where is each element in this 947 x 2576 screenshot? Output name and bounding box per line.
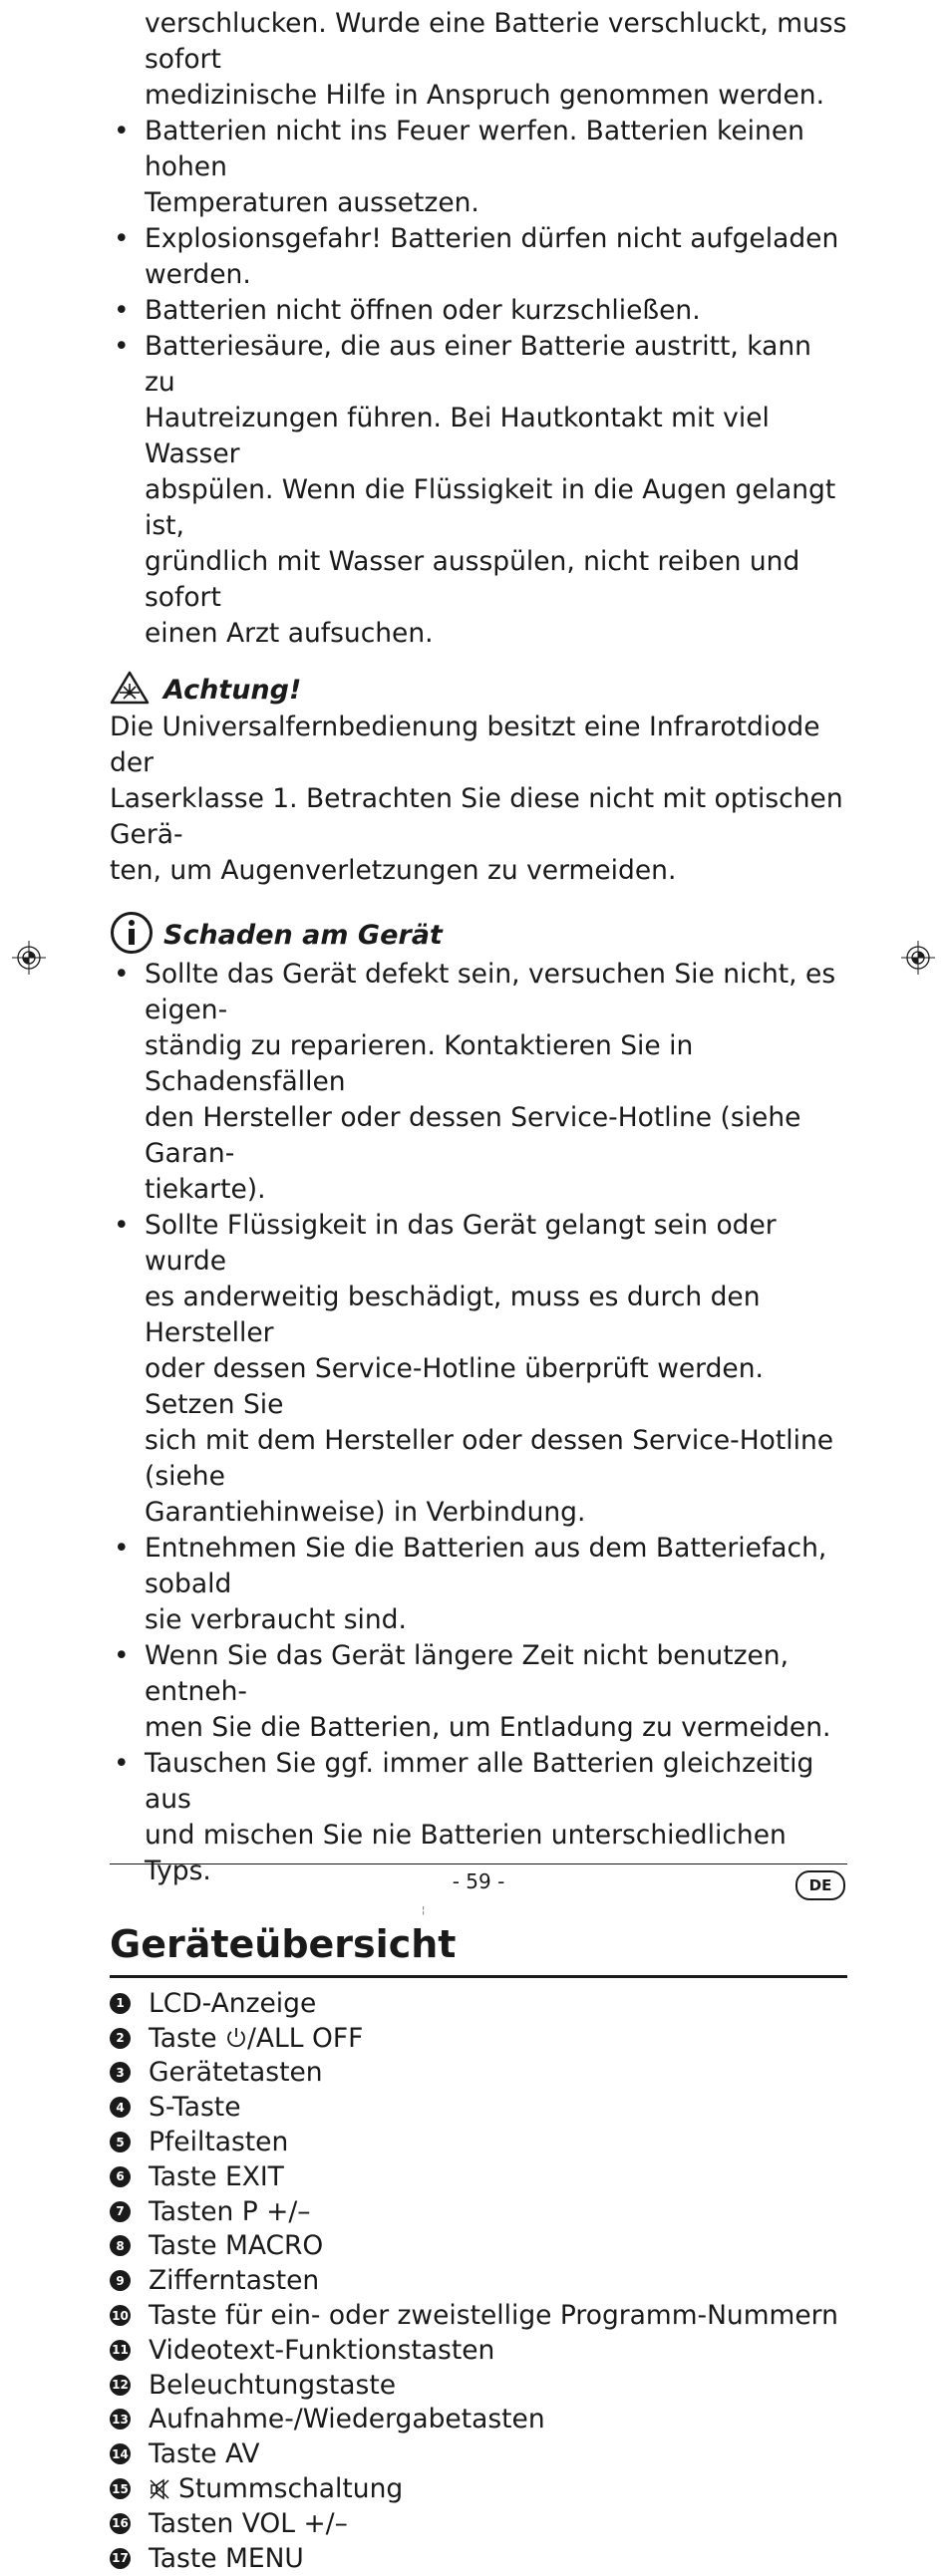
attention-heading bbox=[110, 670, 847, 710]
list-item: 13 Aufnahme-/Wiedergabetasten bbox=[110, 2403, 847, 2437]
list-item: 14 Taste AV bbox=[110, 2436, 847, 2471]
registration-mark-icon bbox=[901, 941, 935, 975]
list-item: 15 Stummschaltung bbox=[110, 2471, 847, 2506]
list-item: • Batterien nicht ins Feuer werfen. Batterien keinen hohen Temperaturen aussetzen. bbox=[114, 116, 804, 218]
attention-title: Achtung! bbox=[163, 674, 302, 706]
section-title: Geräteübersicht bbox=[110, 1919, 847, 1978]
list-item: 5 Pfeiltasten bbox=[110, 2125, 847, 2159]
top-text bbox=[110, 0, 847, 114]
page-number: - 59 - bbox=[452, 1869, 505, 1893]
info-icon bbox=[110, 911, 154, 959]
list-item: • Explosionsgefahr! Batterien dürfen nicht aufgeladen werden. bbox=[114, 223, 839, 290]
list-item: • Batterien nicht öffnen oder kurzschließen. bbox=[114, 295, 701, 326]
crop-mark: ¦ bbox=[422, 1905, 426, 1916]
list-item: • Sollte das Gerät defekt sein, versuchen Sie nicht, es eigen- ständig zu reparieren. Kontaktieren Sie in Schadensfällen den Hersteller oder dessen Service-Hotline (siehe Garan- tiekarte). bbox=[114, 959, 836, 1205]
laser-warning-icon bbox=[110, 671, 150, 709]
list-item: • Entnehmen Sie die Batterien aus dem Batteriefach, sobald sie verbraucht sind. bbox=[114, 1533, 827, 1635]
damage-list bbox=[110, 957, 847, 1889]
list-item: 6 Taste EXIT bbox=[110, 2159, 847, 2194]
list-item: 4 S-Taste bbox=[110, 2090, 847, 2125]
list-item: 12 Beleuchtungstaste bbox=[110, 2368, 847, 2403]
attention-text bbox=[110, 710, 847, 889]
text-line: medizinische Hilfe in Anspruch genommen werden. bbox=[145, 80, 824, 111]
list-item: 10 Taste für ein- oder zweistellige Programm-Nummern bbox=[110, 2298, 847, 2333]
list-item: • Tauschen Sie ggf. immer alle Batterien gleichzeitig aus und mischen Sie nie Batterien unterschiedlichen Typs. bbox=[114, 1748, 814, 1886]
list-item: • Sollte Flüssigkeit in das Gerät gelangt sein oder wurde es anderweitig beschädigt, muss es durch den Hersteller oder dessen Service-Hotline überprüft werden. Setzen Sie sich mit dem Hersteller oder dessen Service-Hotline (siehe Garantiehinweise) in Verbindung. bbox=[114, 1210, 834, 1528]
list-item: 17 Taste MENU bbox=[110, 2541, 847, 2576]
list-item: 8 Taste MACRO bbox=[110, 2229, 847, 2264]
list-item: 1 LCD-Anzeige bbox=[110, 1986, 847, 2021]
footer-divider bbox=[110, 1863, 847, 1864]
mute-icon bbox=[149, 2478, 170, 2500]
parts-list bbox=[110, 1986, 847, 2576]
list-item: • Wenn Sie das Gerät längere Zeit nicht benutzen, entneh- men Sie die Batterien, um Entladung zu vermeiden. bbox=[114, 1640, 831, 1743]
battery-safety-list bbox=[110, 114, 847, 652]
power-icon bbox=[225, 2026, 247, 2050]
list-item: 16 Tasten VOL +/– bbox=[110, 2506, 847, 2541]
list-item: 9 Zifferntasten bbox=[110, 2263, 847, 2298]
list-item: • Batteriesäure, die aus einer Batterie austritt, kann zu Hautreizungen führen. Bei Hautkontakt mit viel Wasser abspülen. Wenn die Flüssigkeit in die Augen gelangt ist, gründlich mit Wasser ausspülen, nicht reiben und sofort einen Arzt aufsuchen. bbox=[114, 331, 836, 649]
list-item: 2 Taste /ALL OFF bbox=[110, 2021, 847, 2056]
text-line: Die Universalfernbedienung besitzt eine Infrarotdiode der bbox=[110, 712, 820, 778]
language-badge: DE bbox=[795, 1870, 845, 1900]
damage-heading bbox=[110, 913, 847, 957]
text-line: verschlucken. Wurde eine Batterie verschluckt, muss sofort bbox=[145, 8, 847, 75]
document-page bbox=[110, 0, 847, 2576]
list-item: 3 Gerätetasten bbox=[110, 2056, 847, 2091]
text-line: Laserklasse 1. Betrachten Sie diese nicht mit optischen Gerä- bbox=[110, 783, 843, 850]
registration-mark-icon bbox=[12, 941, 46, 975]
damage-title: Schaden am Gerät bbox=[163, 919, 443, 951]
list-item: 11 Videotext-Funktionstasten bbox=[110, 2333, 847, 2368]
text-line: ten, um Augenverletzungen zu vermeiden. bbox=[110, 855, 677, 886]
list-item: 7 Tasten P +/– bbox=[110, 2194, 847, 2229]
